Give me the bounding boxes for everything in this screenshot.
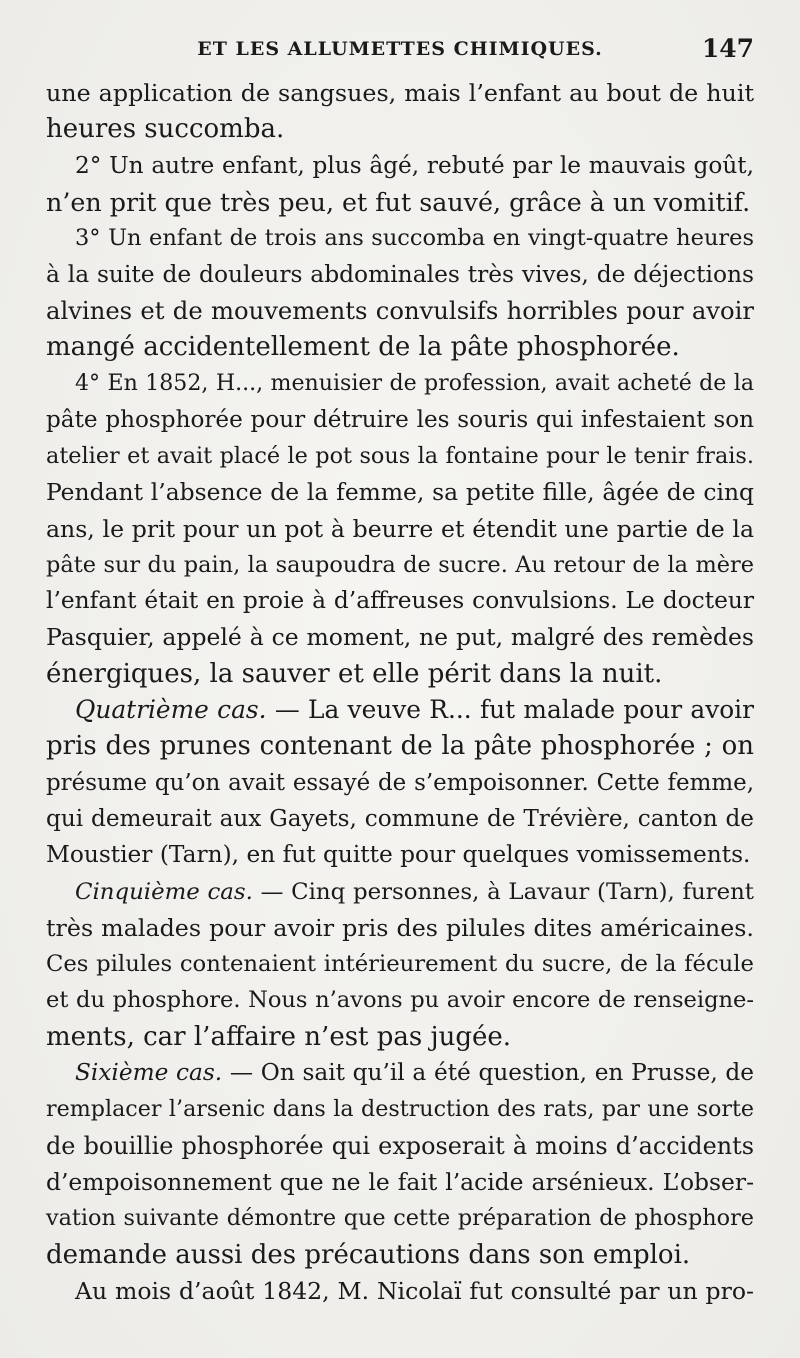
text-line: à la suite de douleurs abdominales très vives, de déjections xyxy=(46,260,754,289)
text-line: alvines et de mouvements convulsifs horribles pour avoir xyxy=(46,295,754,325)
text-line: de bouillie phosphorée qui exposerait à moins d’accidents xyxy=(46,1131,754,1160)
case-heading: Quatrième cas. xyxy=(75,695,267,725)
body-text xyxy=(46,75,754,1309)
text-line: 3° Un enfant de trois ans succomba en vingt-quatre heures xyxy=(75,225,754,252)
running-head xyxy=(46,34,754,68)
text-line: d’empoisonnement que ne le fait l’acide arsénieux. L’obser- xyxy=(46,1167,754,1196)
text-line: pâte sur du pain, la saupoudra de sucre. Au retour de la mère xyxy=(46,551,754,578)
text-line: Quatrième cas. — La veuve R... fut malade pour avoir xyxy=(75,695,754,725)
text-line: vation suivante démontre que cette préparation de phosphore xyxy=(46,1205,754,1232)
text-line: qui demeurait aux Gayets, commune de Trévière, canton de xyxy=(46,804,754,832)
text-line: 4° En 1852, H..., menuisier de profession, avait acheté de la xyxy=(75,370,754,397)
case-heading: Sixième cas. xyxy=(75,1059,223,1087)
text-line: Sixième cas. — On sait qu’il a été question, en Prusse, de xyxy=(75,1059,755,1087)
text-line: énergiques, la sauver et elle périt dans la nuit. xyxy=(46,658,663,689)
text-line: Moustier (Tarn), en fut quitte pour quelques vomissements. xyxy=(46,841,751,869)
text-line: Pendant l’absence de la femme, sa petite fille, âgée de cinq xyxy=(46,478,754,507)
text-line: très malades pour avoir pris des pilules dites américaines. xyxy=(46,913,754,942)
page-number: 147 xyxy=(701,34,754,63)
text-line: mangé accidentellement de la pâte phosphorée. xyxy=(46,332,680,363)
text-line: 2° Un autre enfant, plus âgé, rebuté par le mauvais goût, xyxy=(75,151,754,179)
text-line: Pasquier, appelé à ce moment, ne put, malgré des remèdes xyxy=(46,623,754,652)
text-line: et du phosphore. Nous n’avons pu avoir encore de renseigne- xyxy=(46,987,754,1014)
text-line: une application de sangsues, mais l’enfant au bout de huit xyxy=(46,79,754,107)
text-line: heures succomba. xyxy=(46,114,285,145)
text-line: demande aussi des précautions dans son emploi. xyxy=(46,1239,691,1270)
text-line: n’en prit que très peu, et fut sauvé, grâce à un vomitif. xyxy=(46,186,751,217)
text-line: présume qu’on avait essayé de s’empoisonner. Cette femme, xyxy=(46,769,754,796)
text-line: ments, car l’affaire n’est pas jugée. xyxy=(46,1021,512,1052)
text-line: pris des prunes contenant de la pâte phosphorée ; on xyxy=(46,731,754,762)
text-line: l’enfant était en proie à d’affreuses convulsions. Le docteur xyxy=(46,587,754,615)
text-line: ans, le prit pour un pot à beurre et étendit une partie de la xyxy=(46,514,754,543)
text-line: Cinquième cas. — Cinq personnes, à Lavaur (Tarn), furent xyxy=(75,878,754,905)
text-line: remplacer l’arsenic dans la destruction des rats, par une sorte xyxy=(46,1096,754,1123)
text-line: pâte phosphorée pour détruire les souris qui infestaient son xyxy=(46,406,754,433)
text-line: atelier et avait placé le pot sous la fontaine pour le tenir frais. xyxy=(46,442,754,469)
text-line: Au mois d’août 1842, M. Nicolaï fut consulté par un pro- xyxy=(75,1276,754,1305)
running-title: ET LES ALLUMETTES CHIMIQUES. xyxy=(197,38,603,60)
text-line: Ces pilules contenaient intérieurement du sucre, de la fécule xyxy=(46,951,754,978)
case-heading: Cinquième cas. xyxy=(75,878,253,905)
